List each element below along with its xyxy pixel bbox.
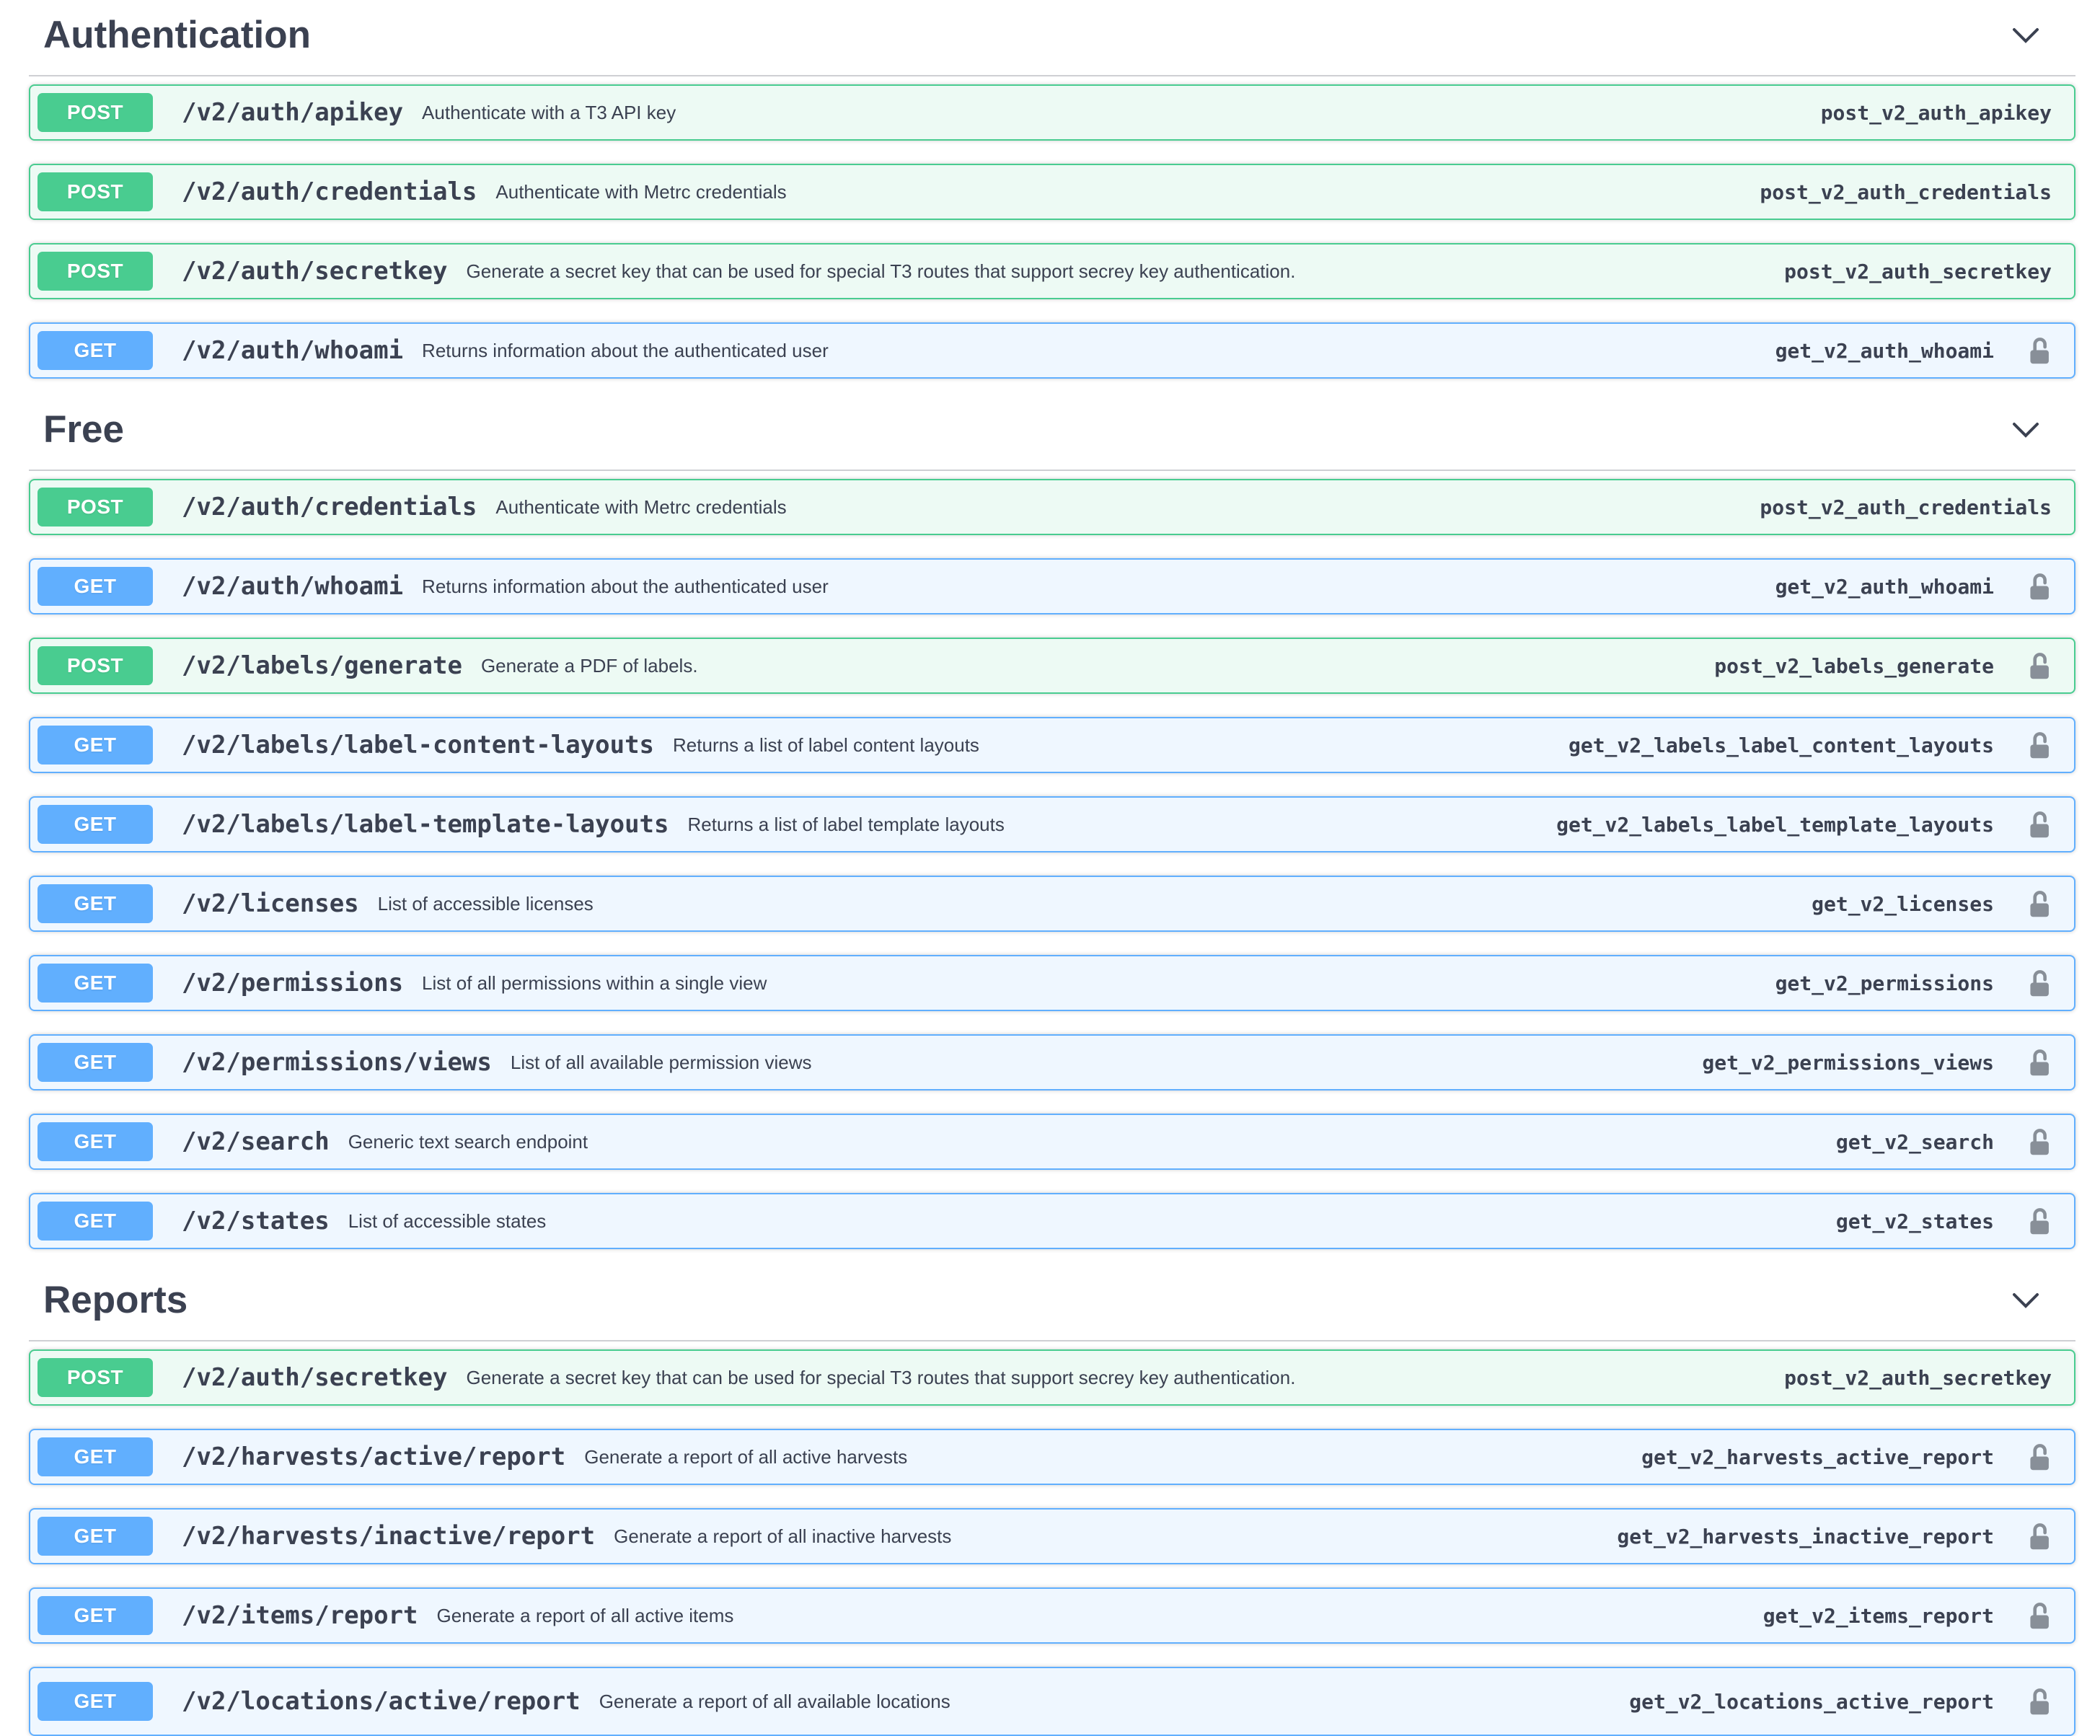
- operations-list: [29, 1341, 2075, 1736]
- endpoint-path: /v2/auth/whoami: [182, 336, 404, 365]
- endpoint-description: Returns information about the authenticated user: [422, 339, 829, 361]
- unlocked-padlock-icon[interactable]: [2027, 1207, 2052, 1235]
- operation-row[interactable]: [29, 84, 2075, 141]
- endpoint-path: /v2/auth/credentials: [182, 177, 477, 206]
- endpoint-description: Authenticate with Metrc credentials: [495, 495, 787, 518]
- endpoint-path: /v2/auth/secretkey: [182, 1363, 448, 1392]
- endpoint-description: Authenticate with a T3 API key: [422, 101, 676, 123]
- operation-row[interactable]: [29, 796, 2075, 852]
- endpoint-description: Generate a report of all available locations: [599, 1690, 950, 1712]
- endpoint-description: Generate a report of all inactive harvests: [614, 1525, 952, 1547]
- method-badge: GET: [38, 1043, 153, 1082]
- tag-section-header[interactable]: [29, 395, 2075, 471]
- tag-title: Reports: [43, 1279, 188, 1321]
- operation-id: get_v2_search: [1835, 1129, 1994, 1154]
- unlocked-padlock-icon[interactable]: [2027, 1601, 2052, 1630]
- operation-id: post_v2_auth_credentials: [1760, 180, 2052, 204]
- endpoint-description: Generate a PDF of labels.: [480, 654, 698, 677]
- endpoint-description: Generate a report of all active items: [436, 1604, 734, 1626]
- operation-row[interactable]: [29, 1034, 2075, 1090]
- tag-section: [29, 0, 2075, 379]
- operation-row[interactable]: [29, 1587, 2075, 1644]
- method-badge: POST: [38, 488, 153, 526]
- method-badge: GET: [38, 1682, 153, 1721]
- operation-id: get_v2_labels_label_content_layouts: [1568, 733, 1994, 757]
- operation-id: get_v2_harvests_inactive_report: [1617, 1524, 1994, 1548]
- endpoint-description: Generate a report of all active harvests: [584, 1445, 908, 1468]
- unlocked-padlock-icon[interactable]: [2027, 1048, 2052, 1077]
- method-badge: GET: [38, 1122, 153, 1161]
- operation-id: get_v2_harvests_active_report: [1641, 1445, 1994, 1469]
- unlocked-padlock-icon[interactable]: [2027, 572, 2052, 601]
- endpoint-path: /v2/labels/label-content-layouts: [182, 731, 655, 759]
- tag-section: [29, 1265, 2075, 1736]
- endpoint-description: Generic text search endpoint: [348, 1130, 588, 1153]
- endpoint-description: List of all available permission views: [510, 1051, 812, 1073]
- operation-id: get_v2_permissions_views: [1702, 1050, 1994, 1075]
- unlocked-padlock-icon[interactable]: [2027, 1442, 2052, 1471]
- chevron-down-icon[interactable]: [2012, 421, 2039, 439]
- endpoint-description: Authenticate with Metrc credentials: [495, 180, 787, 203]
- tag-title: Free: [43, 408, 124, 451]
- endpoint-path: /v2/permissions: [182, 969, 404, 997]
- method-badge: POST: [38, 646, 153, 685]
- operation-row[interactable]: [29, 1667, 2075, 1736]
- method-badge: GET: [38, 884, 153, 923]
- endpoint-path: /v2/search: [182, 1127, 330, 1156]
- operation-row[interactable]: [29, 1114, 2075, 1170]
- unlocked-padlock-icon[interactable]: [2027, 651, 2052, 680]
- api-endpoint-list: [29, 0, 2075, 1736]
- unlocked-padlock-icon[interactable]: [2027, 731, 2052, 759]
- endpoint-description: List of all permissions within a single view: [422, 971, 767, 994]
- operation-id: post_v2_auth_secretkey: [1784, 1365, 2052, 1390]
- unlocked-padlock-icon[interactable]: [2027, 889, 2052, 918]
- unlocked-padlock-icon[interactable]: [2027, 1687, 2052, 1716]
- method-badge: GET: [38, 1437, 153, 1476]
- endpoint-description: Returns a list of label content layouts: [673, 733, 979, 756]
- endpoint-path: /v2/auth/secretkey: [182, 257, 448, 286]
- tag-section-header[interactable]: [29, 1265, 2075, 1341]
- operations-list: [29, 76, 2075, 379]
- operation-id: post_v2_labels_generate: [1714, 653, 1994, 678]
- endpoint-description: Returns information about the authenticated user: [422, 575, 829, 597]
- operation-row[interactable]: [29, 164, 2075, 220]
- operation-row[interactable]: [29, 1429, 2075, 1485]
- method-badge: GET: [38, 331, 153, 370]
- tag-section: [29, 395, 2075, 1249]
- method-badge: GET: [38, 1202, 153, 1241]
- operation-row[interactable]: [29, 876, 2075, 932]
- endpoint-path: /v2/states: [182, 1207, 330, 1235]
- operation-id: get_v2_auth_whoami: [1775, 574, 1994, 599]
- method-badge: GET: [38, 964, 153, 1003]
- operation-row[interactable]: [29, 322, 2075, 379]
- endpoint-path: /v2/items/report: [182, 1601, 418, 1630]
- operation-id: get_v2_states: [1835, 1209, 1994, 1233]
- method-badge: GET: [38, 567, 153, 606]
- endpoint-description: List of accessible states: [348, 1210, 547, 1232]
- endpoint-path: /v2/locations/active/report: [182, 1687, 581, 1716]
- endpoint-description: Returns a list of label template layouts: [687, 813, 1005, 835]
- operation-id: post_v2_auth_secretkey: [1784, 259, 2052, 283]
- operation-row[interactable]: [29, 243, 2075, 299]
- operation-id: post_v2_auth_apikey: [1820, 100, 2052, 125]
- method-badge: GET: [38, 1517, 153, 1556]
- operation-row[interactable]: [29, 717, 2075, 773]
- operation-row[interactable]: [29, 1508, 2075, 1564]
- operation-row[interactable]: [29, 638, 2075, 694]
- method-badge: POST: [38, 172, 153, 211]
- operation-id: get_v2_labels_label_template_layouts: [1556, 812, 1994, 837]
- unlocked-padlock-icon[interactable]: [2027, 1522, 2052, 1551]
- method-badge: POST: [38, 93, 153, 132]
- chevron-down-icon[interactable]: [2012, 1292, 2039, 1309]
- endpoint-path: /v2/licenses: [182, 889, 359, 918]
- endpoint-path: /v2/labels/generate: [182, 651, 462, 680]
- endpoint-path: /v2/permissions/views: [182, 1048, 492, 1077]
- endpoint-path: /v2/auth/whoami: [182, 572, 404, 601]
- unlocked-padlock-icon[interactable]: [2027, 336, 2052, 365]
- endpoint-path: /v2/harvests/inactive/report: [182, 1522, 596, 1551]
- operation-id: get_v2_auth_whoami: [1775, 338, 1994, 363]
- endpoint-path: /v2/harvests/active/report: [182, 1442, 566, 1471]
- operation-id: get_v2_locations_active_report: [1629, 1689, 1994, 1714]
- operation-id: post_v2_auth_credentials: [1760, 495, 2052, 519]
- operation-row[interactable]: [29, 479, 2075, 535]
- tag-section-header[interactable]: [29, 0, 2075, 76]
- operation-id: get_v2_permissions: [1775, 971, 1994, 995]
- method-badge: GET: [38, 805, 153, 844]
- method-badge: GET: [38, 726, 153, 765]
- operation-id: get_v2_licenses: [1812, 891, 1994, 916]
- endpoint-description: Generate a secret key that can be used for special T3 routes that support secrey key authentication.: [466, 260, 1296, 282]
- tag-title: Authentication: [43, 14, 311, 56]
- endpoint-description: Generate a secret key that can be used for special T3 routes that support secrey key authentication.: [466, 1366, 1296, 1388]
- chevron-down-icon[interactable]: [2012, 27, 2039, 44]
- operations-list: [29, 471, 2075, 1249]
- unlocked-padlock-icon[interactable]: [2027, 969, 2052, 997]
- operation-id: get_v2_items_report: [1762, 1603, 1994, 1628]
- method-badge: POST: [38, 252, 153, 291]
- operation-row[interactable]: [29, 558, 2075, 614]
- operation-row[interactable]: [29, 1193, 2075, 1249]
- operation-row[interactable]: [29, 1349, 2075, 1406]
- unlocked-padlock-icon[interactable]: [2027, 1127, 2052, 1156]
- endpoint-description: List of accessible licenses: [377, 892, 594, 915]
- endpoint-path: /v2/auth/apikey: [182, 98, 404, 127]
- method-badge: GET: [38, 1596, 153, 1635]
- method-badge: POST: [38, 1358, 153, 1397]
- endpoint-path: /v2/labels/label-template-layouts: [182, 810, 669, 839]
- endpoint-path: /v2/auth/credentials: [182, 493, 477, 521]
- unlocked-padlock-icon[interactable]: [2027, 810, 2052, 839]
- operation-row[interactable]: [29, 955, 2075, 1011]
